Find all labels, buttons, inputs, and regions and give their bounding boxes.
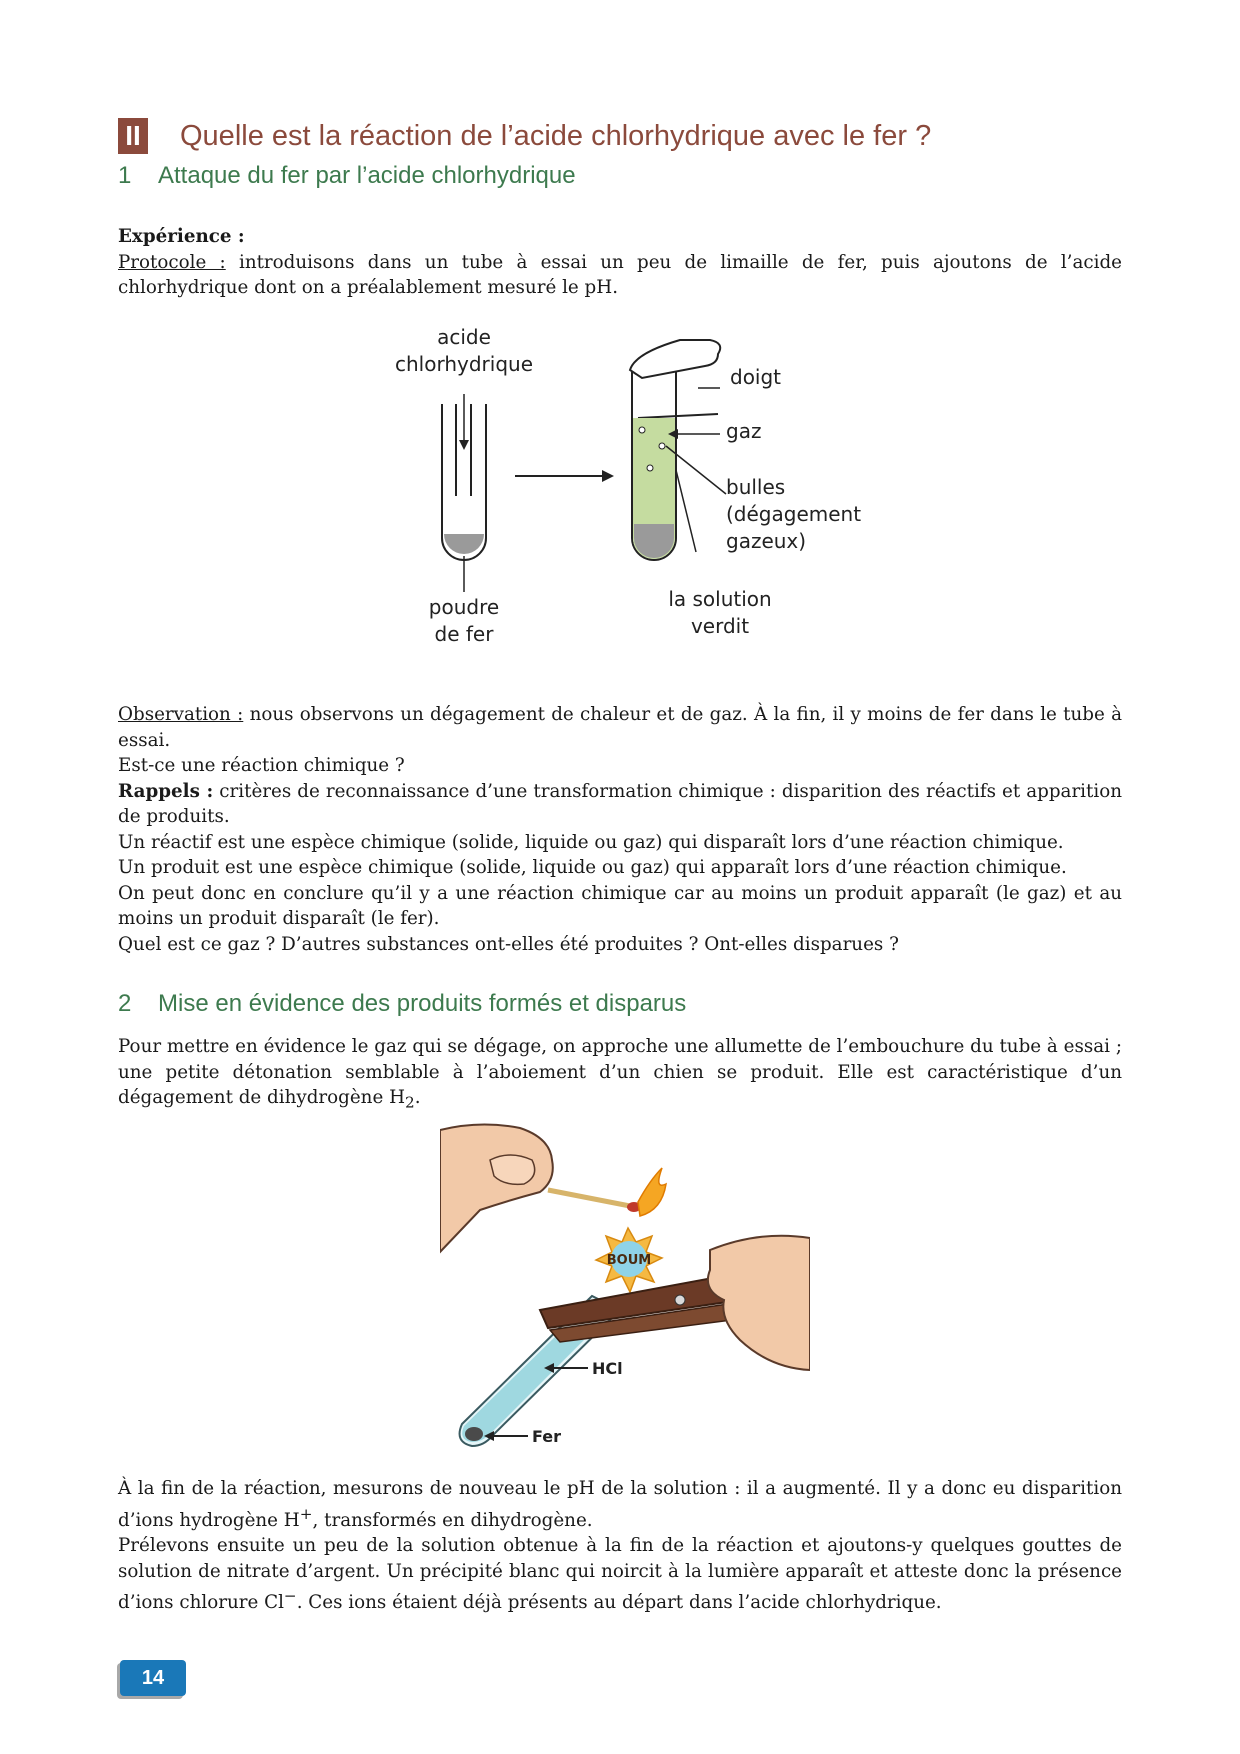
right-test-tube: [630, 340, 726, 560]
acid-label-1: acide: [437, 325, 491, 349]
ph-paragraph: [118, 1476, 1122, 1533]
silver-nitrate-text: Prélevons ensuite un peu de la solution obtenue à la fin de la réaction et ajoutons-y quelques gouttes de solution de nitrate d’argent. Un précipité blanc qui noircit à la lumière apparaît et atteste donc la présence d’ions chlorure Cl: [118, 1535, 1122, 1614]
bubbles-label-3: gazeux): [726, 529, 807, 553]
protocol-label: Protocole :: [118, 251, 226, 273]
section-number: II: [118, 118, 148, 154]
subsection-2-number: 2: [118, 990, 132, 1017]
bubbles-label-2: (dégagement: [726, 502, 862, 526]
protocol-text: introduisons dans un tube à essai un peu de limaille de fer, puis ajoutons de l’acide chlorhydrique dont on a préalablement mesuré le pH.: [118, 251, 1122, 298]
gas-label: gaz: [726, 419, 762, 443]
observation-text: nous observons un dégagement de chaleur et de gaz. À la fin, il y moins de fer dans le tube à essai.: [118, 704, 1122, 751]
bubble: [639, 427, 645, 433]
conclusion-paragraph: On peut donc en conclure qu’il y a une réaction chimique car au moins un produit apparaît (le gaz) et au moins un produit disparaît (le fer).: [118, 882, 1122, 929]
test-tube-experiment-diagram: [380, 318, 880, 658]
hydrogen-test-illustration: [440, 1120, 810, 1460]
rappels-text: critères de reconnaissance d’une transformation chimique : disparition des réactifs et apparition de produits.: [118, 780, 1122, 827]
cl-minus-superscript: −: [283, 1587, 297, 1606]
finger-label: doigt: [730, 365, 782, 389]
solution-label-1: la solution: [668, 587, 772, 611]
subsection-1-number: 1: [118, 162, 132, 189]
subsection-2-heading: [118, 990, 686, 1018]
silver-nitrate-text-end: . Ces ions étaient déjà présents au départ dans l’acide chlorhydrique.: [296, 1592, 942, 1614]
left-hand: [440, 1124, 553, 1252]
match: [548, 1168, 666, 1216]
observation-block: [118, 702, 1122, 957]
produit-definition: Un produit est une espèce chimique (solide, liquide ou gaz) qui apparaît lors d’une réaction chimique.: [118, 857, 1067, 878]
bubble: [647, 465, 653, 471]
section-title: Quelle est la réaction de l’acide chlorhydrique avec le fer ?: [180, 119, 932, 152]
fer-label: Fer: [532, 1427, 562, 1446]
subsection-2-title: Mise en évidence des produits formés et disparus: [158, 990, 687, 1017]
section-heading: [118, 118, 931, 154]
h-plus-superscript: +: [299, 1504, 313, 1523]
question-gas: Quel est ce gaz ? D’autres substances ont-elles été produites ? Ont-elles disparues ?: [118, 933, 899, 955]
acid-label-2: chlorhydrique: [395, 352, 533, 376]
gas-test-paragraph: [118, 1034, 1122, 1116]
subsection-1-title: Attaque du fer par l’acide chlorhydrique: [158, 162, 576, 189]
hcl-liquid: [462, 1332, 584, 1442]
ph-text-end: , transformés en dihydrogène.: [312, 1509, 593, 1531]
powder-label-1: poudre: [428, 595, 500, 619]
final-paragraphs: [118, 1476, 1122, 1616]
h2-subscript: 2: [405, 1093, 415, 1112]
transformation-arrow: [515, 470, 614, 482]
flame: [638, 1168, 666, 1216]
gas-test-block: [118, 1034, 1122, 1116]
observation-label: Observation :: [118, 704, 244, 725]
bubble: [659, 443, 665, 449]
hcl-label: HCl: [592, 1359, 623, 1378]
boum-burst: [596, 1228, 662, 1292]
observation-paragraph: [118, 702, 1122, 753]
experience-label: Expérience :: [118, 226, 245, 247]
right-hand: [708, 1236, 810, 1370]
experience-block: [118, 224, 1122, 301]
left-test-tube: [442, 394, 486, 592]
protocol-paragraph: [118, 250, 1122, 301]
powder-label-2: de fer: [434, 622, 494, 646]
ph-text: À la fin de la réaction, mesurons de nouveau le pH de la solution : il a augmenté. Il y a donc eu disparition d’ions hydrogène H: [118, 1478, 1122, 1531]
reactif-definition: Un réactif est une espèce chimique (solide, liquide ou gaz) qui disparaît lors d’une réaction chimique.: [118, 831, 1064, 853]
gas-test-end: .: [414, 1087, 421, 1108]
rappels-paragraph: [118, 779, 1122, 830]
iron-powder: [444, 534, 484, 554]
solution-label-2: verdit: [690, 614, 750, 638]
rappels-label: Rappels :: [118, 780, 214, 802]
subsection-1-heading: [118, 162, 576, 190]
iron-powder: [465, 1427, 483, 1441]
gas-test-text: Pour mettre en évidence le gaz qui se dégage, on approche une allumette de l’embouchure du tube à essai ; une petite détonation semblable à l’aboiement d’un chien se produit. Elle est caractéristique d’un dégagement de dihydrogène H: [118, 1036, 1122, 1108]
page-number: 14: [120, 1660, 186, 1696]
question-reaction: Est-ce une réaction chimique ?: [118, 755, 405, 776]
boum-text: BOUM: [606, 1253, 652, 1268]
bubbles-label-1: bulles: [726, 475, 786, 499]
silver-nitrate-paragraph: [118, 1533, 1122, 1616]
